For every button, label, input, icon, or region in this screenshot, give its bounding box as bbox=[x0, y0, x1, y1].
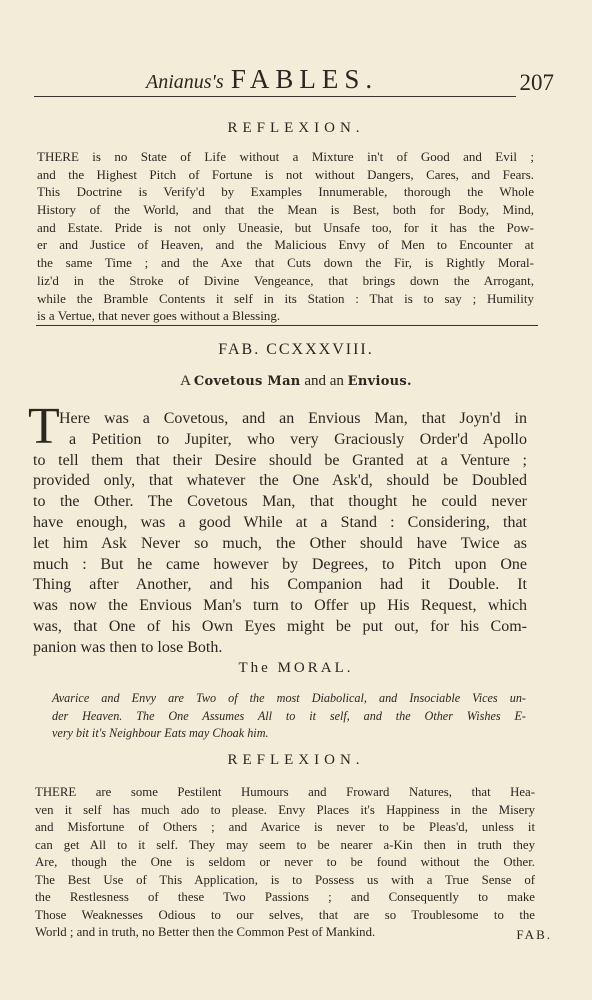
text-line: have enough, was a good While at a Stand : Considering, that bbox=[33, 513, 527, 531]
header-rule bbox=[34, 96, 516, 97]
fable-title-prefix: A bbox=[180, 373, 191, 389]
text-line: THERE are some Pestilent Humours and Froward Natures, that Hea- bbox=[35, 785, 535, 799]
text-line: let him Ask Never so much, the Other should have Twice as bbox=[33, 534, 527, 552]
catchword: FAB. bbox=[516, 927, 552, 942]
text-line: panion was then to lose Both. bbox=[33, 638, 223, 656]
text-line: Thing after Another, and his Companion had it Double. It bbox=[33, 576, 527, 594]
text-line: Avarice and Envy are Two of the most Diabolical, and Insociable Vices un- bbox=[52, 691, 526, 705]
page-number: 207 bbox=[519, 70, 554, 95]
fable-number: FAB. CCXXXVIII. bbox=[218, 341, 374, 358]
text-line: Here was a Covetous, and an Envious Man, that Joyn'd in bbox=[59, 410, 527, 427]
text-line: ven it self has much ado to please. Envy Places it's Happiness in the Misery bbox=[35, 802, 535, 817]
reflexion-paragraph bbox=[35, 784, 535, 942]
text-line: World ; and in truth, no Better then the Common Pest of Mankind. bbox=[35, 925, 376, 939]
text-line: History of the World, and that the Mean is Best, both for Body, Mind, bbox=[37, 202, 534, 218]
section-divider bbox=[36, 325, 538, 326]
text-line: and Misfortune of Others ; and Avarice is never to be Pleas'd, unless it bbox=[35, 820, 535, 834]
moral-heading: The MORAL. bbox=[238, 660, 354, 676]
text-line: Are, though the One is seldom or never to be found without the Other. bbox=[35, 855, 535, 869]
text-line: much : But he came however by Degrees, to Pitch upon One bbox=[33, 555, 527, 573]
drop-capital: T bbox=[28, 398, 60, 455]
text-line: very bit it's Neighbour Eats may Choak him. bbox=[52, 726, 269, 740]
reflexion-paragraph bbox=[37, 148, 534, 325]
running-header bbox=[34, 60, 554, 98]
text-line: can get All to it self. They may seem to be nearer a-Kin then in truth they bbox=[35, 837, 535, 852]
running-title-author: Anianus's bbox=[146, 71, 224, 93]
running-title-fables: FABLES. bbox=[230, 64, 379, 94]
reflexion-heading: REFLEXION. bbox=[227, 752, 365, 768]
fable-title-envious: Envious. bbox=[347, 374, 412, 389]
text-line: The Best Use of This Application, is to Possess us with a True Sense of bbox=[35, 872, 535, 887]
fable-title bbox=[0, 373, 592, 390]
text-line: der Heaven. The One Assumes All to it self, and the Other Wishes E- bbox=[52, 708, 526, 723]
text-line: is a Vertue, that never goes without a Blessing. bbox=[37, 308, 281, 324]
text-line: THERE is no State of Life without a Mixture in't of Good and Evil ; bbox=[37, 149, 534, 164]
text-line: to the Other. The Covetous Man, that thought he could never bbox=[33, 493, 527, 511]
running-title bbox=[146, 64, 378, 95]
text-line: provided only, that whatever the One Ask'd, should be Doubled bbox=[33, 472, 527, 490]
text-line: Those Weaknesses Odious to our selves, that are so Troublesome to the bbox=[35, 907, 535, 922]
text-line: and Estate. Pride is not only Uneasie, but Unsafe too, for it has the Pow- bbox=[37, 219, 534, 235]
fable-paragraph bbox=[33, 409, 527, 659]
text-line: a Petition to Jupiter, who very Graciously Order'd Apollo bbox=[69, 430, 527, 448]
text-line: was now the Envious Man's turn to Offer up His Request, which bbox=[33, 597, 527, 615]
fable-title-covetous: Covetous Man bbox=[193, 374, 301, 389]
text-line: to tell them that their Desire should be Granted at a Venture ; bbox=[33, 451, 527, 469]
fable-title-and: and an bbox=[304, 373, 344, 389]
reflexion-heading: REFLEXION. bbox=[227, 120, 365, 136]
text-line: while the Bramble Contents it self in its Station : That is to say ; Humility bbox=[37, 290, 534, 306]
text-line: was, that One of his Own Eyes might be put out, for his Com- bbox=[33, 617, 527, 635]
moral-paragraph bbox=[52, 690, 526, 743]
text-line: This Doctrine is Verify'd by Examples Innumerable, thorough the Whole bbox=[37, 184, 534, 200]
text-line: liz'd in the Stroke of Divine Vengeance, that brings down the Arrogant, bbox=[37, 272, 534, 288]
text-line: the same Time ; and the Axe that Cuts down the Fir, is Rightly Moral- bbox=[37, 255, 534, 271]
text-line: er and Justice of Heaven, and the Malicious Envy of Men to Encounter at bbox=[37, 237, 534, 253]
text-line: the Restlesness of these Two Passions ; and Consequently to make bbox=[35, 890, 535, 904]
text-line: and the Highest Pitch of Fortune is not without Dangers, Cares, and Fears. bbox=[37, 166, 534, 182]
